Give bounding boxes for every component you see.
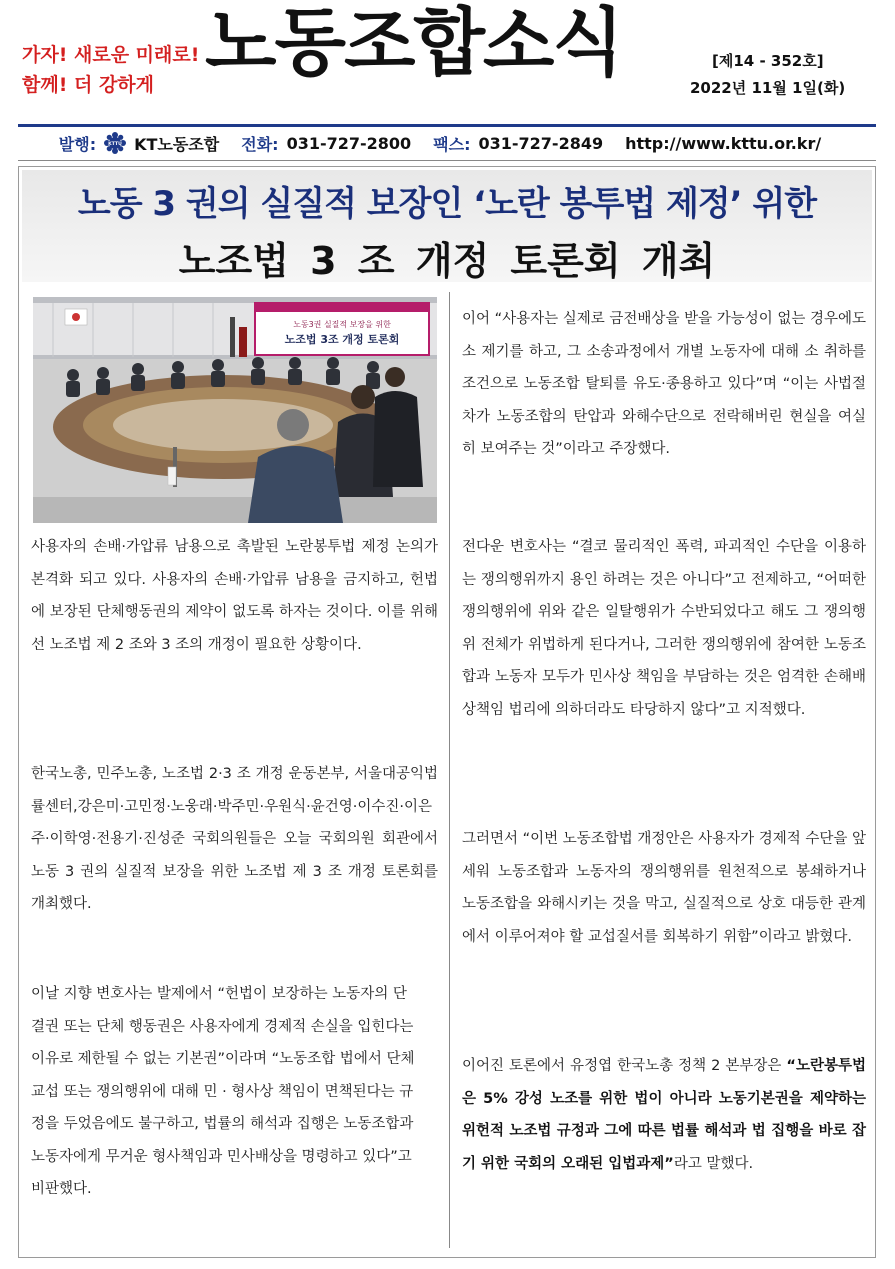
- quote-bold: “노란봉투법은 5% 강성 노조를 위한 법이 아니라 노동기본권을 제약하는 위헌적 노조법 규정과 그에 따른 법률 해석과 법 집행을 바로 잡기 위한 국회의 오래된 입법과제”: [462, 1058, 866, 1172]
- phone-value: 031-727-2800: [286, 133, 412, 153]
- right-paragraph-4: [462, 1050, 866, 1180]
- header-rule: [18, 124, 876, 127]
- masthead-title: 노동조합소식: [205, 0, 622, 86]
- quote-intro: 이어진 토론에서 유정엽 한국노총 정책 2 본부장은: [462, 1058, 782, 1074]
- fax-value: 031-727-2849: [478, 133, 604, 153]
- right-paragraph-3: 그러면서 “이번 노동조합법 개정안은 사용자가 경제적 수단을 앞세워 노동조합과 노동자의 쟁의행위를 원천적으로 봉쇄하거나 노동조합을 와해시키는 것을 막고, 실질적으로 상호 대등한 관계에서 이루어져야 할 교섭질서를 회복하기 위함”이라고 밝혔다.: [462, 831, 866, 945]
- fax-label: 팩스:: [433, 134, 471, 154]
- publisher-label: 발행:: [58, 134, 97, 154]
- website-link[interactable]: http://www.kttu.or.kr/: [625, 133, 822, 153]
- quote-tail: 라고 말했다.: [673, 1155, 754, 1172]
- issue-date: 2022년 11월 1일(화): [690, 79, 846, 97]
- photo-banner-line-1: 노동3권 실질적 보장을 위한: [293, 320, 391, 329]
- kt-union-logo-icon: [104, 132, 126, 154]
- left-paragraph-2: 한국노총, 민주노총, 노조법 2·3 조 개정 운동본부, 서울대공익법률센터,강은미·고민정·노웅래·박주민·우원식·윤건영·이수진·이은주·이학영·전용기·진성준 국회의원들은 오늘 국회의원 회관에서 노동 3 권의 실질적 보장을 위한 노조법 제 3 조 개정 토론회를 개최했다.: [31, 766, 438, 912]
- issue-number: [제14 - 352호]: [712, 52, 824, 70]
- left-paragraph-1: 사용자의 손배·가압류 남용으로 촉발된 노란봉투법 제정 논의가 본격화 되고 있다. 사용자의 손배·가압류 남용을 금지하고, 헌법에 보장된 단체행동권의 제약이 없도록 하자는 것이다. 이를 위해선 노조법 제 2 조와 3 조의 개정이 필요한 상황이다.: [31, 539, 438, 653]
- headline-line-1: 노동 3 권의 실질적 보장인 ‘노란 봉투법 제정’ 위한: [77, 184, 817, 224]
- slogan-line-2: 함께! 더 강하게: [22, 74, 155, 96]
- logo-text: KTTU: [108, 141, 122, 147]
- column-divider: [449, 292, 450, 1248]
- phone-label: 전화:: [241, 134, 279, 154]
- left-paragraph-3: 이날 지향 변호사는 발제에서 “헌법이 보장하는 노동자의 단결권 또는 단체 행동권은 사용자에게 경제적 손실을 입힌다는 이유로 제한될 수 없는 기본권”이라며 “노동조합 법에서 단체교섭 또는 쟁의행위에 대해 민 · 형사상 책임이 면책된다는 규정을 두었음에도 불구하고, 법률의 해석과 집행은 노동조합과 노동자에게 무거운 형사책임과 민사배상을 명령하고 있다”고 비판했다.: [31, 986, 415, 1197]
- right-paragraph-2: 전다운 변호사는 “결코 물리적인 폭력, 파괴적인 수단을 이용하는 쟁의행위까지 용인 하려는 것은 아니다”고 전제하고, “어떠한 쟁의행위에 위와 같은 일탈행위가 수반되었다고 해도 그 쟁의행위 전체가 위법하게 된다거나, 그러한 쟁의행위에 참여한 노동조합과 노동자 모두가 민사상 책임을 부담하는 것은 엄격한 손해배상책임 법리에 의하더라도 타당하지 않다”고 지적했다.: [462, 539, 866, 718]
- headline-line-2: 노조법 3 조 개정 토론회 개최: [178, 239, 716, 283]
- right-paragraph-1: 이어 “사용자는 실제로 금전배상을 받을 가능성이 없는 경우에도 소 제기를 하고, 그 소송과정에서 개별 노동자에 대해 소 취하를 조건으로 노동조합 탈퇴를 유도·종용하고 있다”며 “이는 사법절차가 노동조합의 탄압과 와해수단으로 전락해버린 현실을 여실히 보여주는 것”이라고 주장했다.: [462, 311, 866, 457]
- publisher-value: KT노동조합: [134, 134, 220, 154]
- photo-banner-line-2: 노조법 3조 개정 토론회: [284, 333, 400, 346]
- publisher-bar: [18, 128, 876, 158]
- slogan-line-1: 가자! 새로운 미래로!: [22, 44, 200, 66]
- conference-photo: [33, 297, 437, 523]
- publisher-rule: [18, 160, 876, 161]
